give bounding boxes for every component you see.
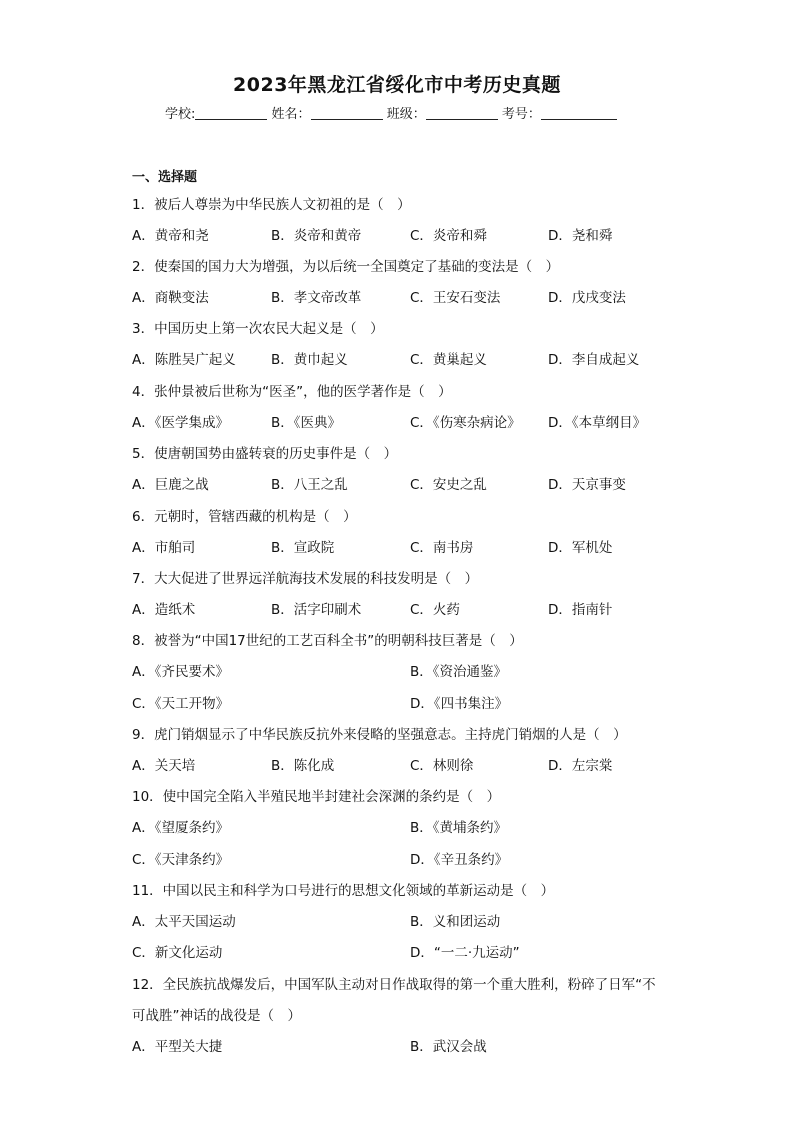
option-a: A．关天培: [132, 758, 196, 774]
option-a: A．太平天国运动: [132, 914, 236, 930]
school-blank: [195, 106, 267, 120]
question-stem: 2．使秦国的国力大为增强，为以后统一全国奠定了基础的变法是（ ）: [132, 259, 560, 275]
question-stem: 1．被后人尊崇为中华民族人文初祖的是（ ）: [132, 197, 411, 213]
option-d: D．尧和舜: [548, 228, 613, 244]
question-stem-continued: 可战胜”神话的战役是（ ）: [132, 1008, 301, 1024]
section-heading: 一、选择题: [132, 170, 198, 185]
question-stem: 10．使中国完全陷入半殖民地半封建社会深渊的条约是（ ）: [132, 789, 501, 805]
option-b: B．八王之乱: [271, 477, 348, 493]
option-c: C．炎帝和舜: [410, 228, 487, 244]
option-b: B．活字印刷术: [271, 602, 362, 618]
option-a: A．陈胜吴广起义: [132, 352, 236, 368]
option-b: B．义和团运动: [410, 914, 501, 930]
option-c: C．《伤寒杂病论》: [410, 415, 521, 431]
option-c: C．新文化运动: [132, 945, 223, 961]
school-label: 学校:: [165, 107, 196, 122]
question-stem: 6．元朝时，管辖西藏的机构是（ ）: [132, 509, 357, 525]
option-a: A．平型关大捷: [132, 1039, 223, 1055]
number-blank: [541, 106, 617, 120]
option-d: D．指南针: [548, 602, 613, 618]
option-d: D．《辛丑条约》: [410, 852, 509, 868]
number-label: 考号：: [501, 107, 541, 122]
option-b: B．《资治通鉴》: [410, 664, 508, 680]
question-stem: 7．大大促进了世界远洋航海技术发展的科技发明是（ ）: [132, 571, 479, 587]
question-stem: 4．张仲景被后世称为“医圣”，他的医学著作是（ ）: [132, 384, 452, 400]
question-stem: 5．使唐朝国势由盛转衰的历史事件是（ ）: [132, 446, 398, 462]
class-blank: [426, 106, 498, 120]
class-label: 班级：: [386, 107, 426, 122]
option-c: C．林则徐: [410, 758, 474, 774]
option-c: C．黄巢起义: [410, 352, 487, 368]
option-b: B．孝文帝改革: [271, 290, 362, 306]
option-b: B．炎帝和黄帝: [271, 228, 362, 244]
option-a: A．《医学集成》: [132, 415, 229, 431]
option-d: D．“一二·九运动”: [410, 945, 520, 961]
name-blank: [311, 106, 383, 120]
option-a: A．《齐民要术》: [132, 664, 229, 680]
option-a: A．造纸术: [132, 602, 196, 618]
option-b: B．宣政院: [271, 540, 335, 556]
option-c: C．《天工开物》: [132, 696, 230, 712]
name-label: 姓名：: [271, 107, 311, 122]
question-stem: 8．被誉为“中国17世纪的工艺百科全书”的明朝科技巨著是（ ）: [132, 633, 523, 649]
option-d: D．李自成起义: [548, 352, 640, 368]
option-d: D．天京事变: [548, 477, 626, 493]
option-c: C．《天津条约》: [132, 852, 230, 868]
option-b: B．《医典》: [271, 415, 342, 431]
option-d: D．《四书集注》: [410, 696, 509, 712]
option-d: D．戊戌变法: [548, 290, 626, 306]
question-stem: 11．中国以民主和科学为口号进行的思想文化领域的革新运动是（ ）: [132, 883, 555, 899]
option-a: A．巨鹿之战: [132, 477, 209, 493]
option-d: D．左宗棠: [548, 758, 613, 774]
student-info-line: [165, 103, 617, 122]
option-d: D．《本草纲目》: [548, 415, 647, 431]
option-c: C．火药: [410, 602, 460, 618]
option-b: B．黄巾起义: [271, 352, 348, 368]
question-stem: 3．中国历史上第一次农民大起义是（ ）: [132, 321, 384, 337]
exam-title: 2023年黑龙江省绥化市中考历史真题: [233, 74, 561, 96]
option-b: B．陈化成: [271, 758, 335, 774]
option-a: A．市舶司: [132, 540, 196, 556]
option-a: A．《望厦条约》: [132, 820, 229, 836]
option-b: B．《黄埔条约》: [410, 820, 508, 836]
question-stem: 12．全民族抗战爆发后，中国军队主动对日作战取得的第一个重大胜利，粉碎了日军“不: [132, 977, 656, 993]
option-b: B．武汉会战: [410, 1039, 487, 1055]
option-c: C．安史之乱: [410, 477, 487, 493]
option-c: C．南书房: [410, 540, 474, 556]
option-a: A．商鞅变法: [132, 290, 209, 306]
question-stem: 9．虎门销烟显示了中华民族反抗外来侵略的坚强意志。主持虎门销烟的人是（ ）: [132, 727, 627, 743]
option-c: C．王安石变法: [410, 290, 501, 306]
option-a: A．黄帝和尧: [132, 228, 209, 244]
option-d: D．军机处: [548, 540, 613, 556]
